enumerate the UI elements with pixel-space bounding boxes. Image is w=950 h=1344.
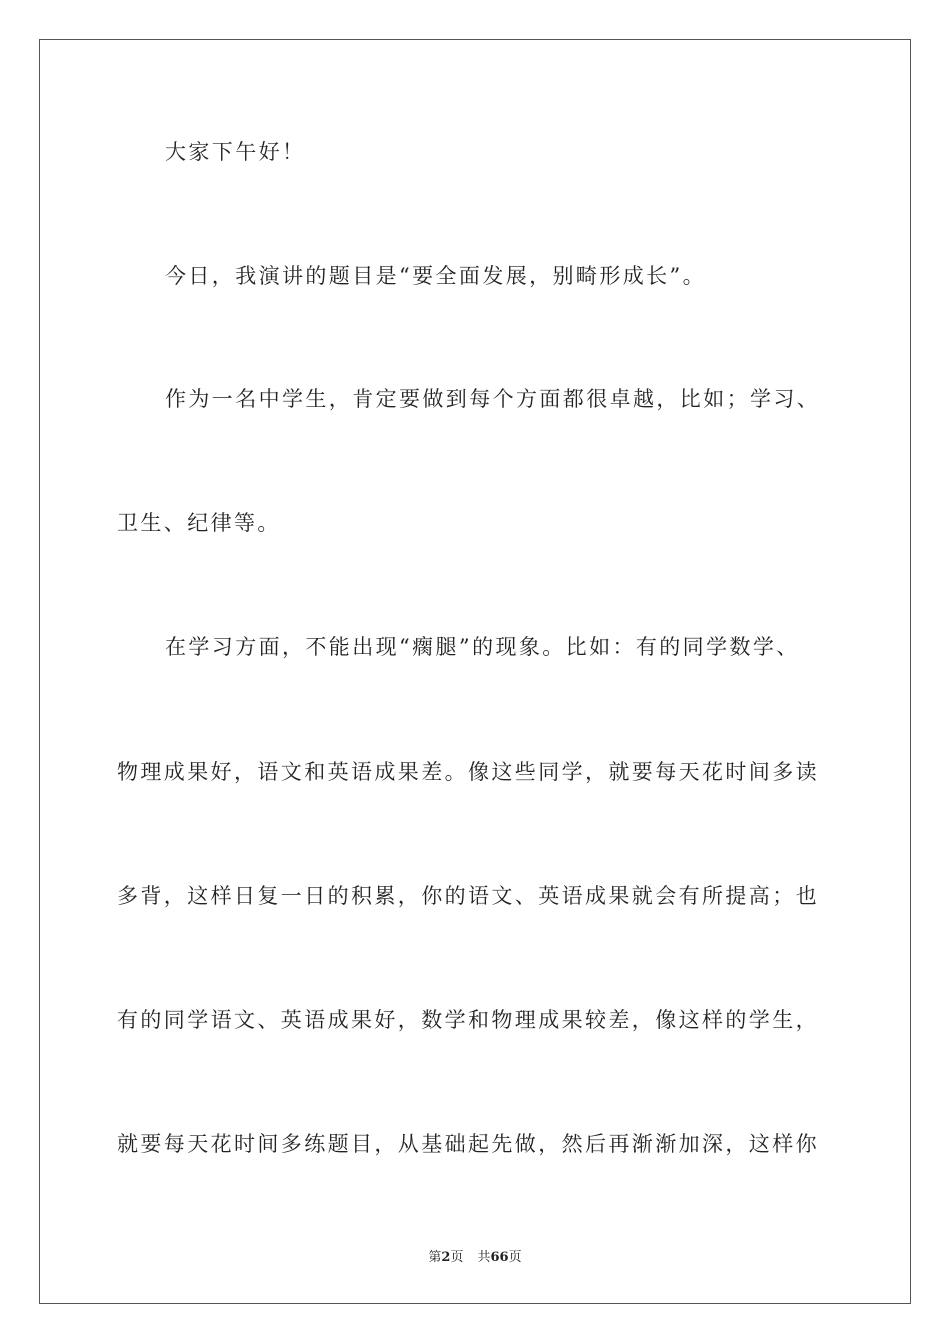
- page-number: 2: [441, 1250, 451, 1265]
- paragraph-line: 卫生、纪律等。: [117, 511, 281, 535]
- page-prefix: 第: [428, 1250, 442, 1265]
- paragraph-line: 物理成果好，语文和英语成果差。像这些同学，就要每天花时间多读: [117, 760, 819, 784]
- topic-line: 今日，我演讲的题目是“要全面发展，别畸形成长”。: [165, 264, 707, 288]
- total-pages: 66: [490, 1250, 509, 1265]
- page-suffix: 页: [450, 1250, 464, 1265]
- paragraph-line: 在学习方面，不能出现“瘸腿”的现象。比如：有的同学数学、: [165, 635, 800, 659]
- paragraph-line: 多背，这样日复一日的积累，你的语文、英语成果就会有所提高；也: [117, 884, 819, 908]
- greeting-line: 大家下午好！: [165, 140, 306, 164]
- page-footer: [0, 1246, 950, 1265]
- total-prefix: 共: [477, 1250, 491, 1265]
- paragraph-line: 作为一名中学生，肯定要做到每个方面都很卓越，比如；学习、: [165, 387, 821, 411]
- paragraph-line: 就要每天花时间多练题目，从基础起先做，然后再渐渐加深，这样你: [117, 1132, 819, 1156]
- page-frame: [39, 39, 911, 1304]
- paragraph-line: 有的同学语文、英语成果好，数学和物理成果较差，像这样的学生，: [117, 1008, 819, 1032]
- total-suffix: 页: [508, 1250, 522, 1265]
